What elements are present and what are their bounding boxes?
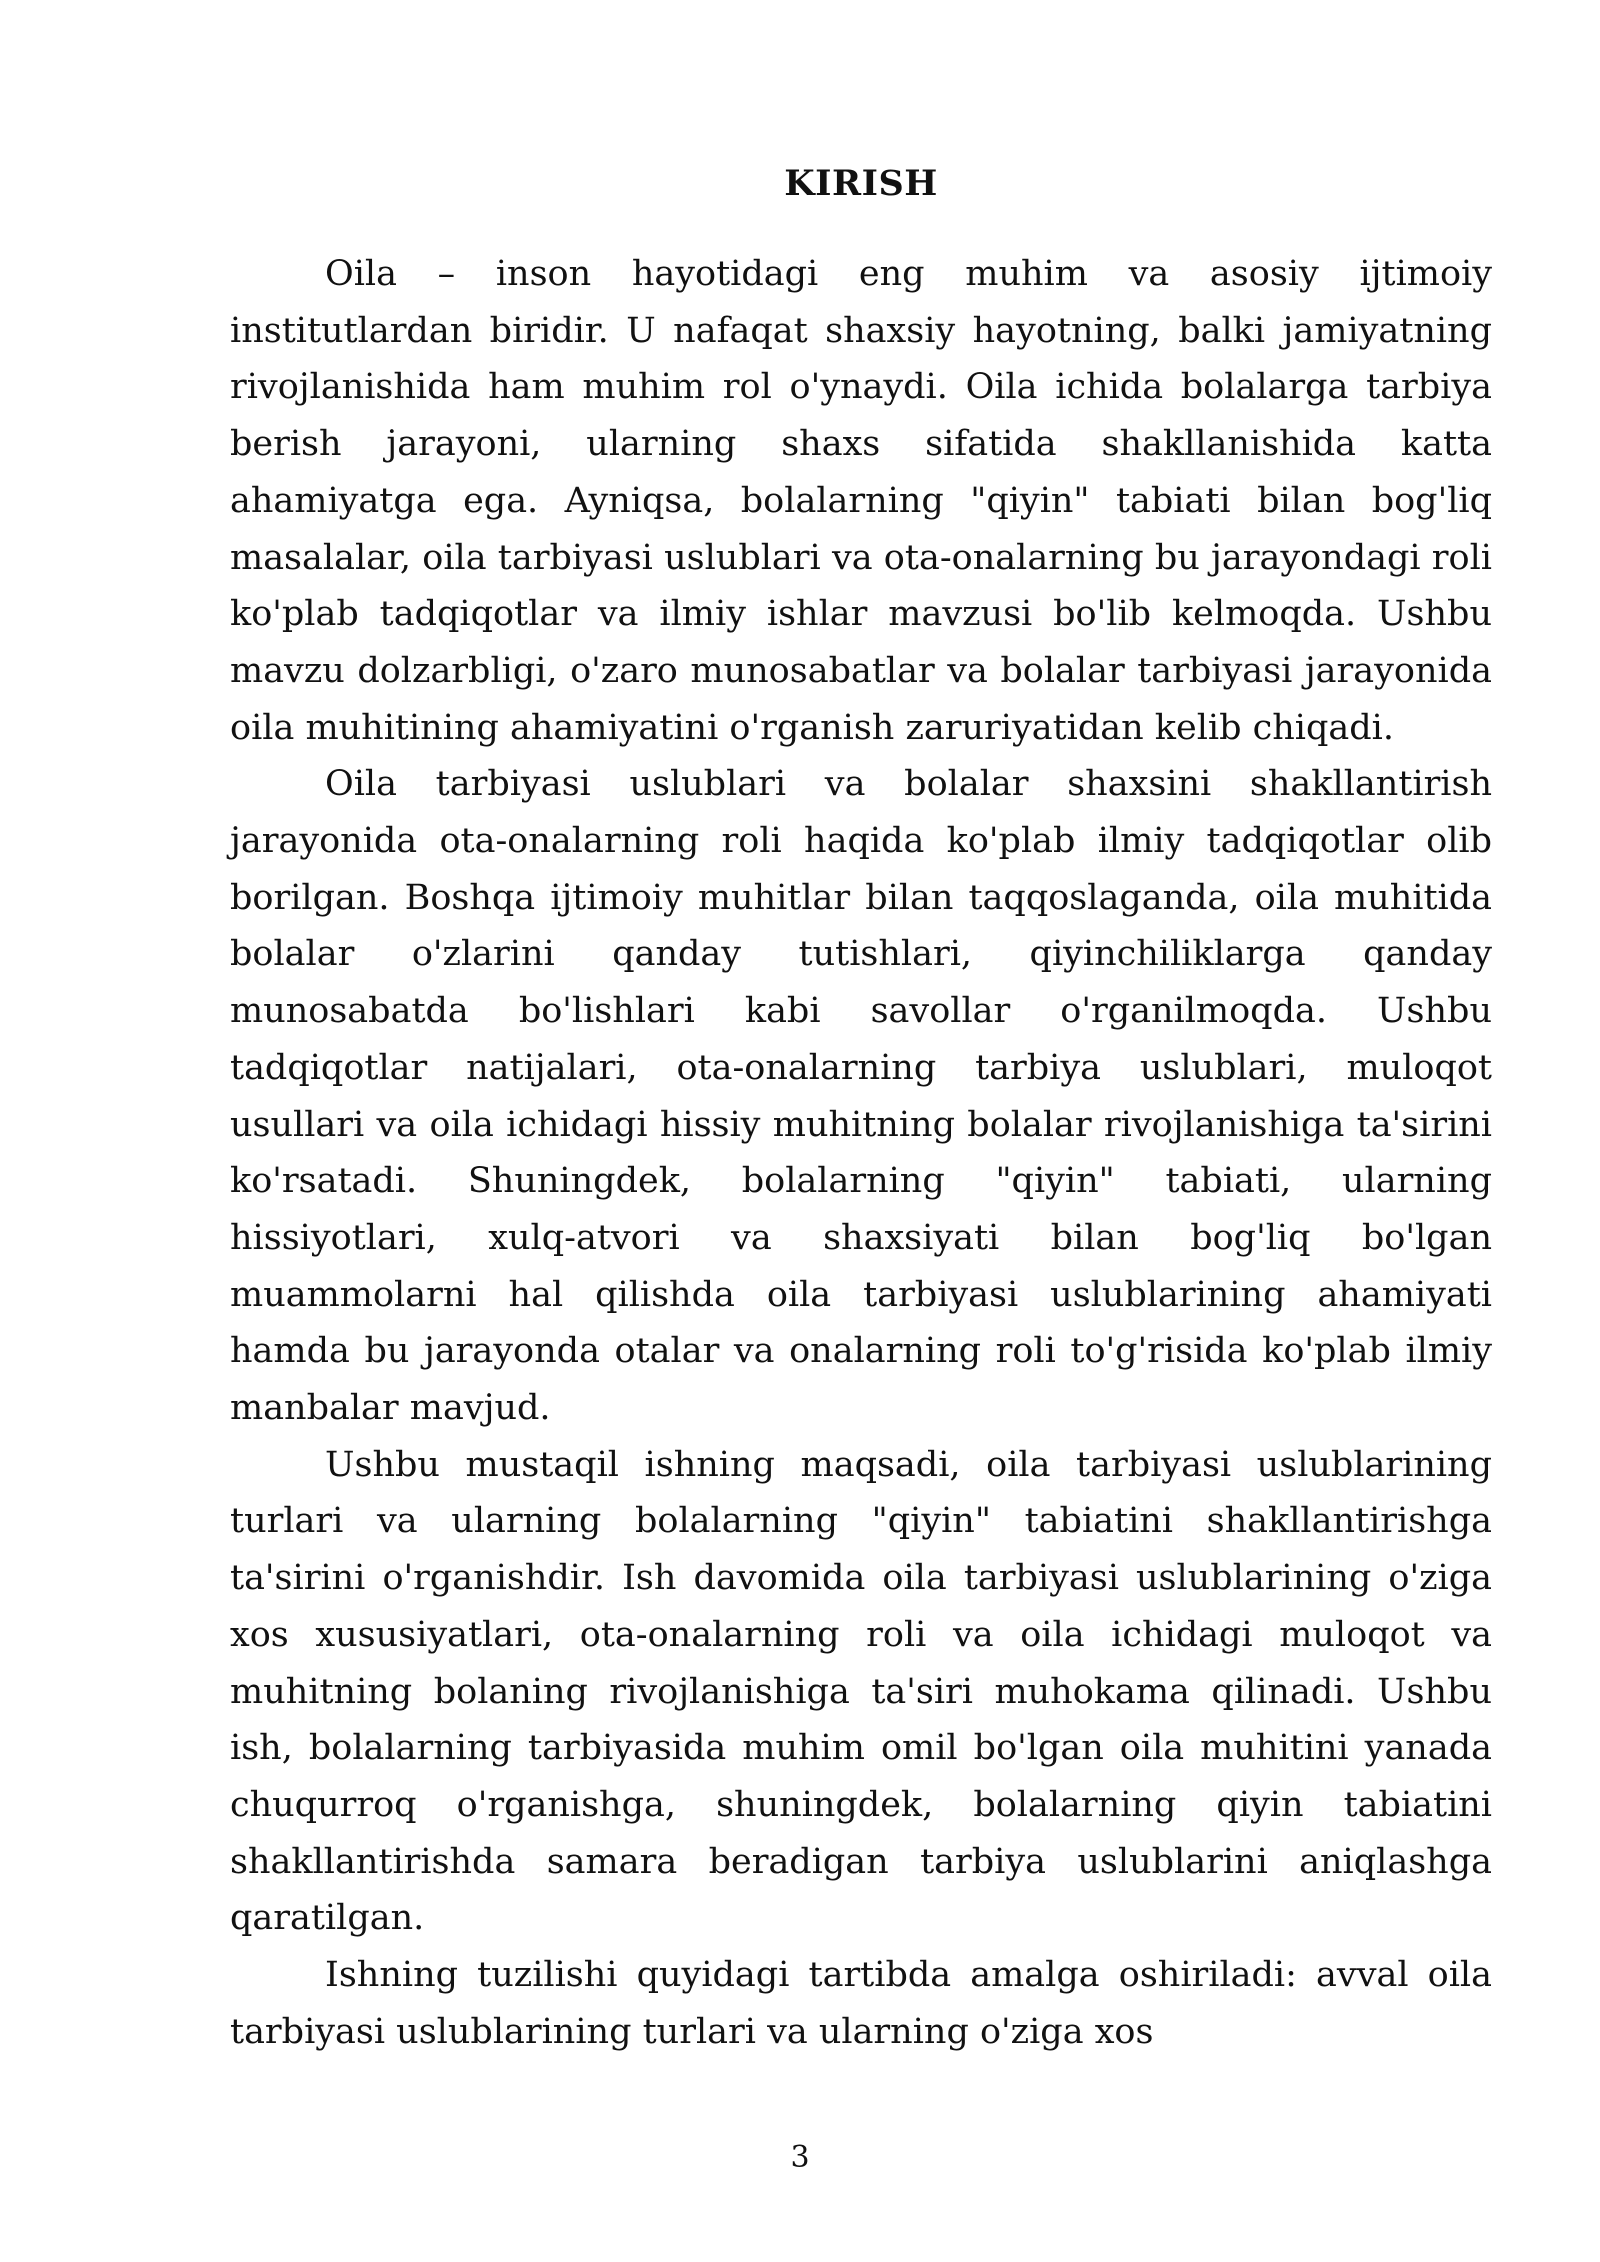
page-number: 3 bbox=[790, 2140, 810, 2175]
paragraph-3: Ushbu mustaqil ishning maqsadi, oila tarbiyasi uslublarining turlari va ularning bolalarning "qiyin" tabiatini shakllantirishga ta'sirini o'rganishdir. Ish davomida oila tarbiyasi uslublarining o'ziga xos xususiyatlari, ota-onalarning roli va oila ichidagi muloqot va muhitning bolaning rivojlanishiga ta'siri muhokama qilinadi. Ushbu ish, bolalarning tarbiyasida muhim omil bo'lgan oila muhitini yanada chuqurroq o'rganishga, shuningdek, bolalarning qiyin tabiatini shakllantirishda samara beradigan tarbiya uslublarini aniqlashga qaratilgan. bbox=[230, 1444, 1492, 1939]
page-content bbox=[230, 150, 1492, 2061]
paragraph-2: Oila tarbiyasi uslublari va bolalar shaxsini shakllantirish jarayonida ota-onalarning roli haqida ko'plab ilmiy tadqiqotlar olib borilgan. Boshqa ijtimoiy muhitlar bilan taqqoslaganda, oila muhitida bolalar o'zlarini qanday tutishlari, qiyinchiliklarga qanday munosabatda bo'lishlari kabi savollar o'rganilmoqda. Ushbu tadqiqotlar natijalari, ota-onalarning tarbiya uslublari, muloqot usullari va oila ichidagi hissiy muhitning bolalar rivojlanishiga ta'sirini ko'rsatadi. Shuningdek, bolalarning "qiyin" tabiati, ularning hissiyotlari, xulq-atvori va shaxsiyati bilan bog'liq bo'lgan muammolarni hal qilishda oila tarbiyasi uslublarining ahamiyati hamda bu jarayonda otalar va onalarning roli to'g'risida ko'plab ilmiy manbalar mavjud. bbox=[230, 764, 1492, 1429]
paragraph-1: Oila – inson hayotidagi eng muhim va asosiy ijtimoiy institutlardan biridir. U nafaqat shaxsiy hayotning, balki jamiyatning rivojlanishida ham muhim rol o'ynaydi. Oila ichida bolalarga tarbiya berish jarayoni, ularning shaxs sifatida shakllanishida katta ahamiyatga ega. Ayniqsa, bolalarning "qiyin" tabiati bilan bog'liq masalalar, oila tarbiyasi uslublari va ota-onalarning bu jarayondagi roli ko'plab tadqiqotlar va ilmiy ishlar mavzusi bo'lib kelmoqda. Ushbu mavzu dolzarbligi, o'zaro munosabatlar va bolalar tarbiyasi jarayonida oila muhitining ahamiyatini o'rganish zaruriyatidan kelib chiqadi. bbox=[230, 254, 1492, 748]
section-title: KIRISH bbox=[784, 163, 938, 204]
paragraph-4: Ishning tuzilishi quyidagi tartibda amalga oshiriladi: avval oila tarbiyasi uslublarining turlari va ularning o'ziga xos bbox=[230, 1955, 1492, 2052]
